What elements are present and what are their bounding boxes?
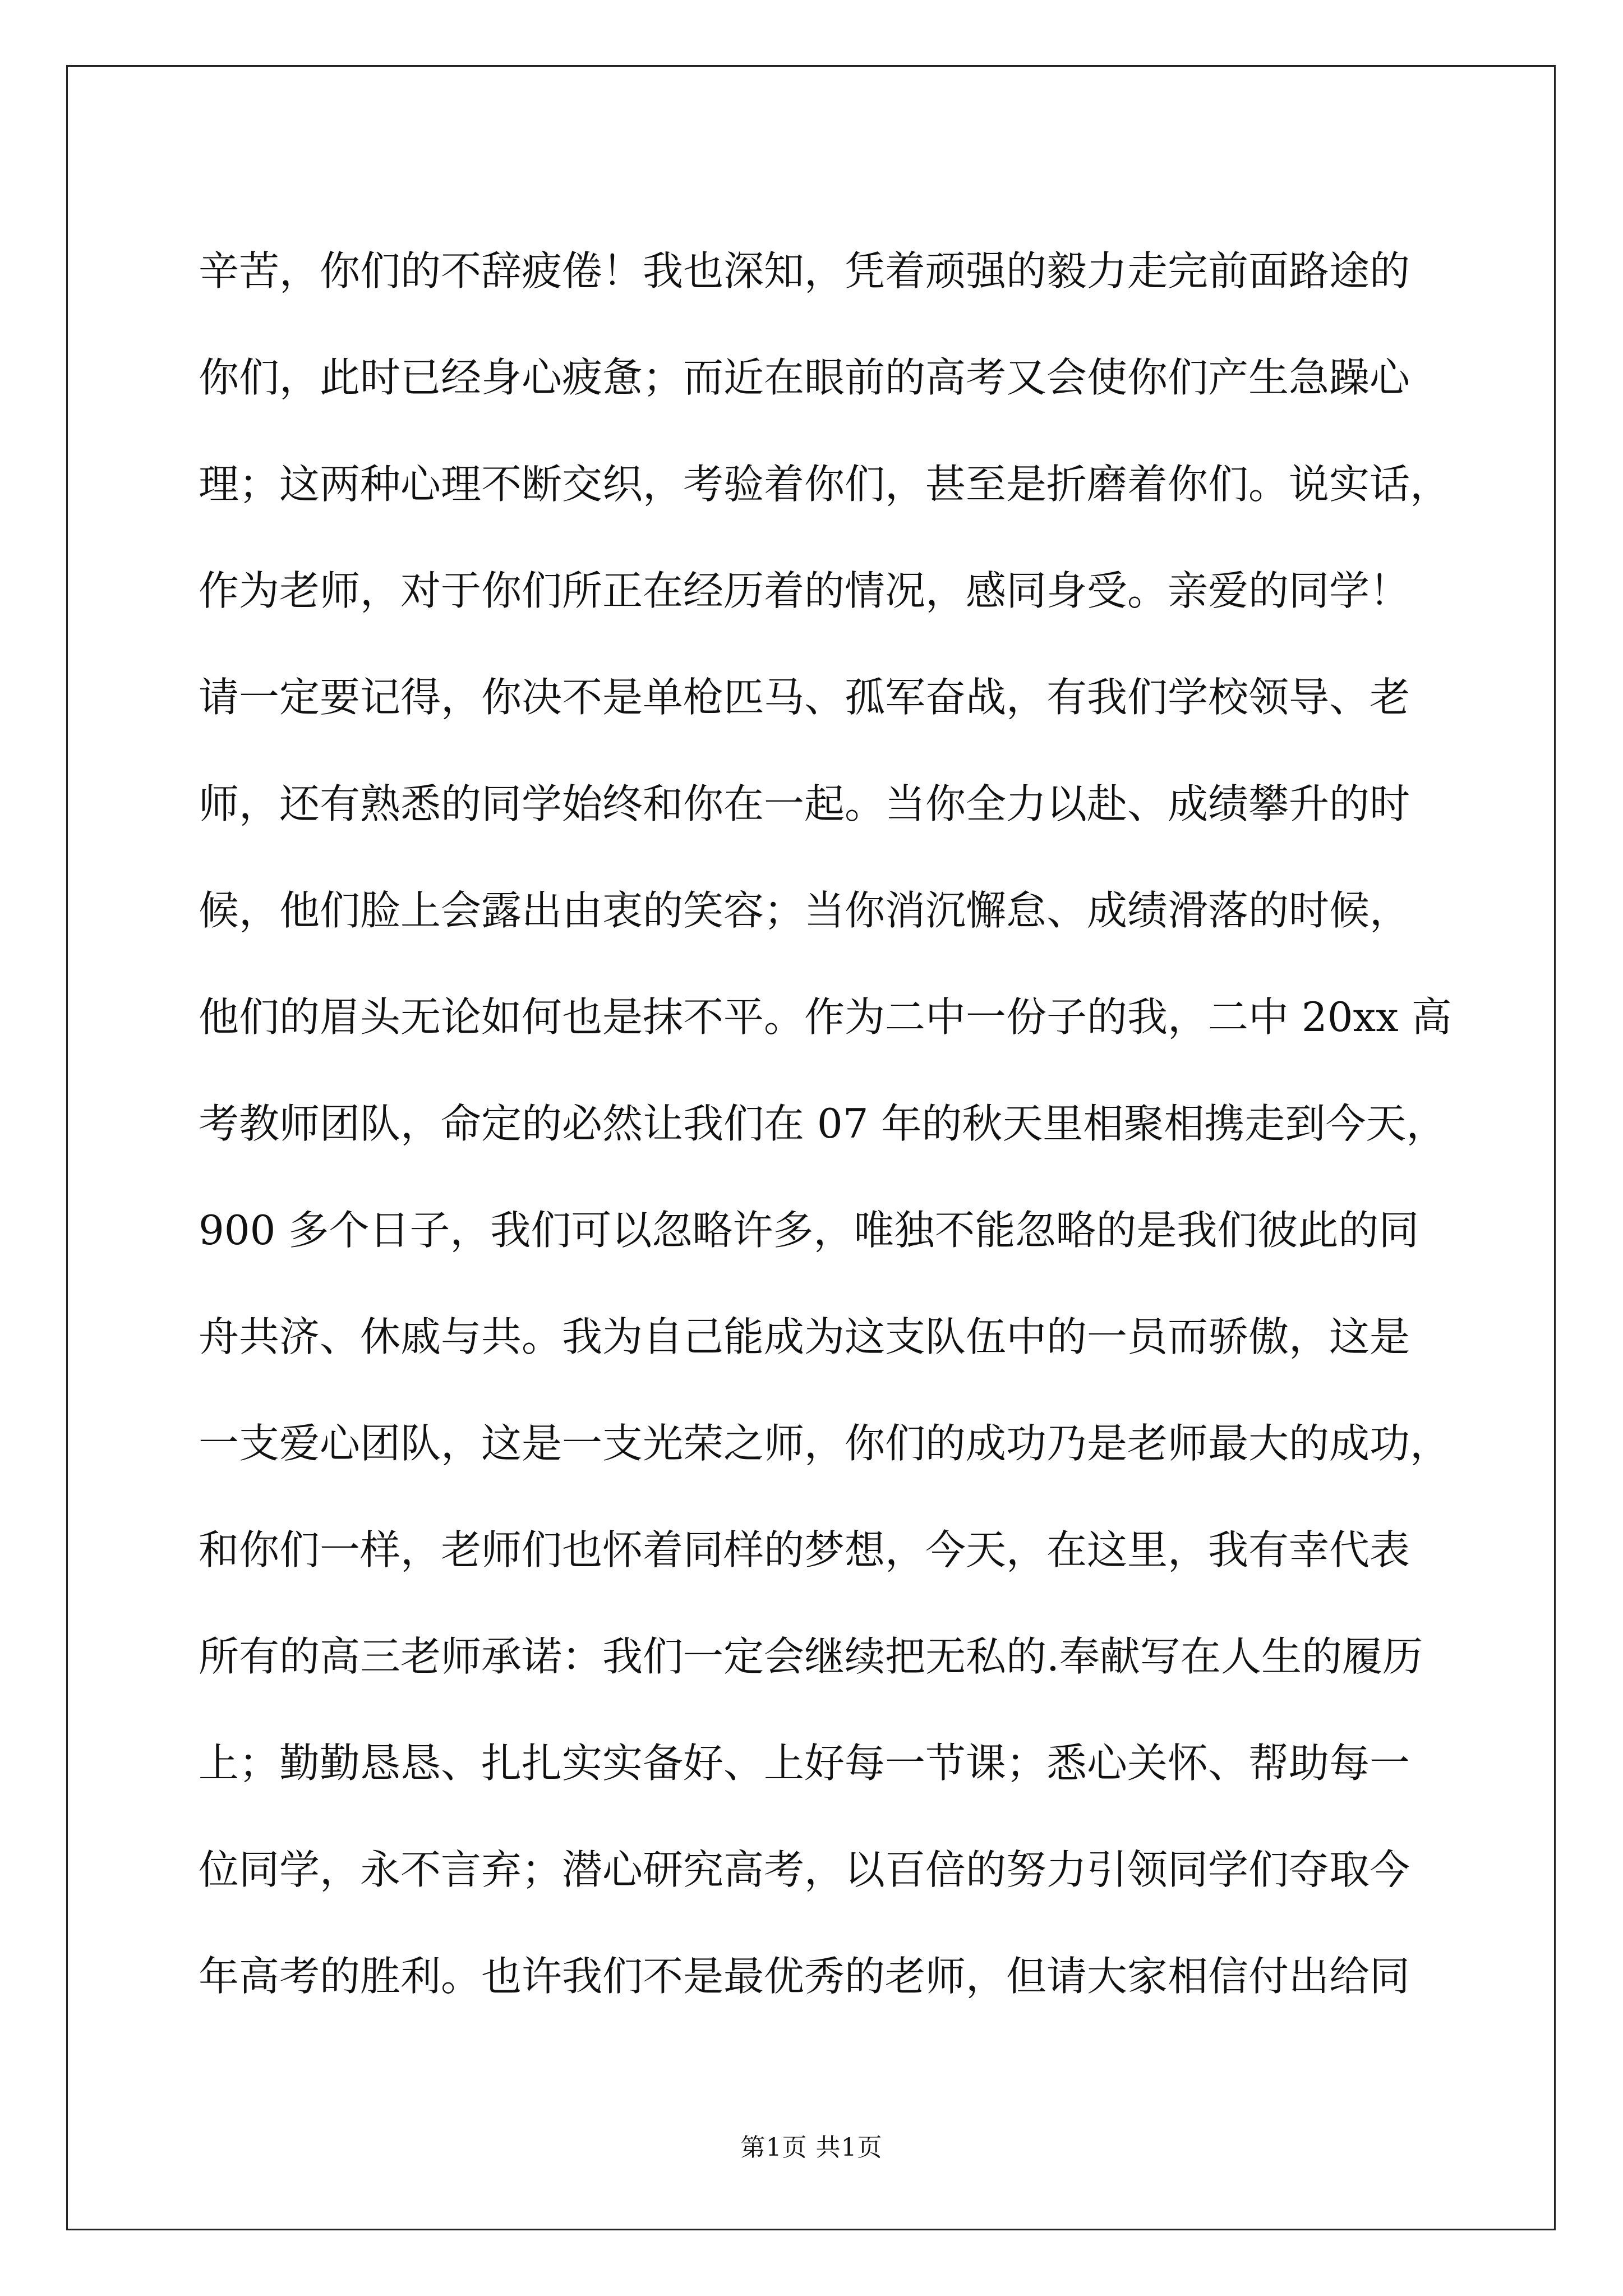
text-line-6: 师，还有熟悉的同学始终和你在一起。当你全力以赴、成绩攀升的时 <box>199 780 1410 827</box>
text-line-13: 和你们一样，老师们也怀着同样的梦想，今天，在这里，我有幸代表 <box>199 1526 1410 1573</box>
text-line-17: 年高考的胜利。也许我们不是最优秀的老师，但请大家相信付出给同 <box>199 1953 1410 2000</box>
text-line-8: 他们的眉头无论如何也是抹不平。作为二中一份子的我，二中 20xx 高 <box>199 993 1452 1041</box>
text-line-1: 辛苦，你们的不辞疲倦！我也深知，凭着顽强的毅力走完前面路途的 <box>199 247 1410 295</box>
text-line-3: 理；这两种心理不断交织，考验着你们，甚至是折磨着你们。说实话， <box>199 461 1451 508</box>
text-line-11: 舟共济、休戚与共。我为自己能成为这支队伍中的一员而骄傲，这是 <box>199 1313 1410 1360</box>
text-line-4: 作为老师，对于你们所正在经历着的情况，感同身受。亲爱的同学！ <box>199 567 1410 614</box>
text-line-14: 所有的高三老师承诺：我们一定会继续把无私的.奉献写在人生的履历 <box>199 1633 1423 1680</box>
text-line-9: 考教师团队，命定的必然让我们在 07 年的秋天里相聚相携走到今天， <box>199 1100 1447 1147</box>
text-line-12: 一支爱心团队，这是一支光荣之师，你们的成功乃是老师最大的成功， <box>199 1420 1451 1467</box>
text-line-16: 位同学，永不言弃；潜心研究高考，以百倍的努力引领同学们夺取今 <box>199 1846 1410 1893</box>
document-body <box>199 218 1452 2030</box>
page-footer: 第1页 共1页 <box>740 2133 883 2162</box>
text-line-7: 候，他们脸上会露出由衷的笑容；当你消沉懈怠、成绩滑落的时候， <box>199 887 1410 934</box>
text-line-10: 900 多个日子，我们可以忽略许多，唯独不能忽略的是我们彼此的同 <box>199 1207 1419 1254</box>
text-line-15: 上；勤勤恳恳、扎扎实实备好、上好每一节课；悉心关怀、帮助每一 <box>199 1740 1410 1787</box>
text-line-2: 你们，此时已经身心疲惫；而近在眼前的高考又会使你们产生急躁心 <box>199 354 1410 401</box>
text-line-5: 请一定要记得，你决不是单枪匹马、孤军奋战，有我们学校领导、老 <box>199 674 1410 721</box>
